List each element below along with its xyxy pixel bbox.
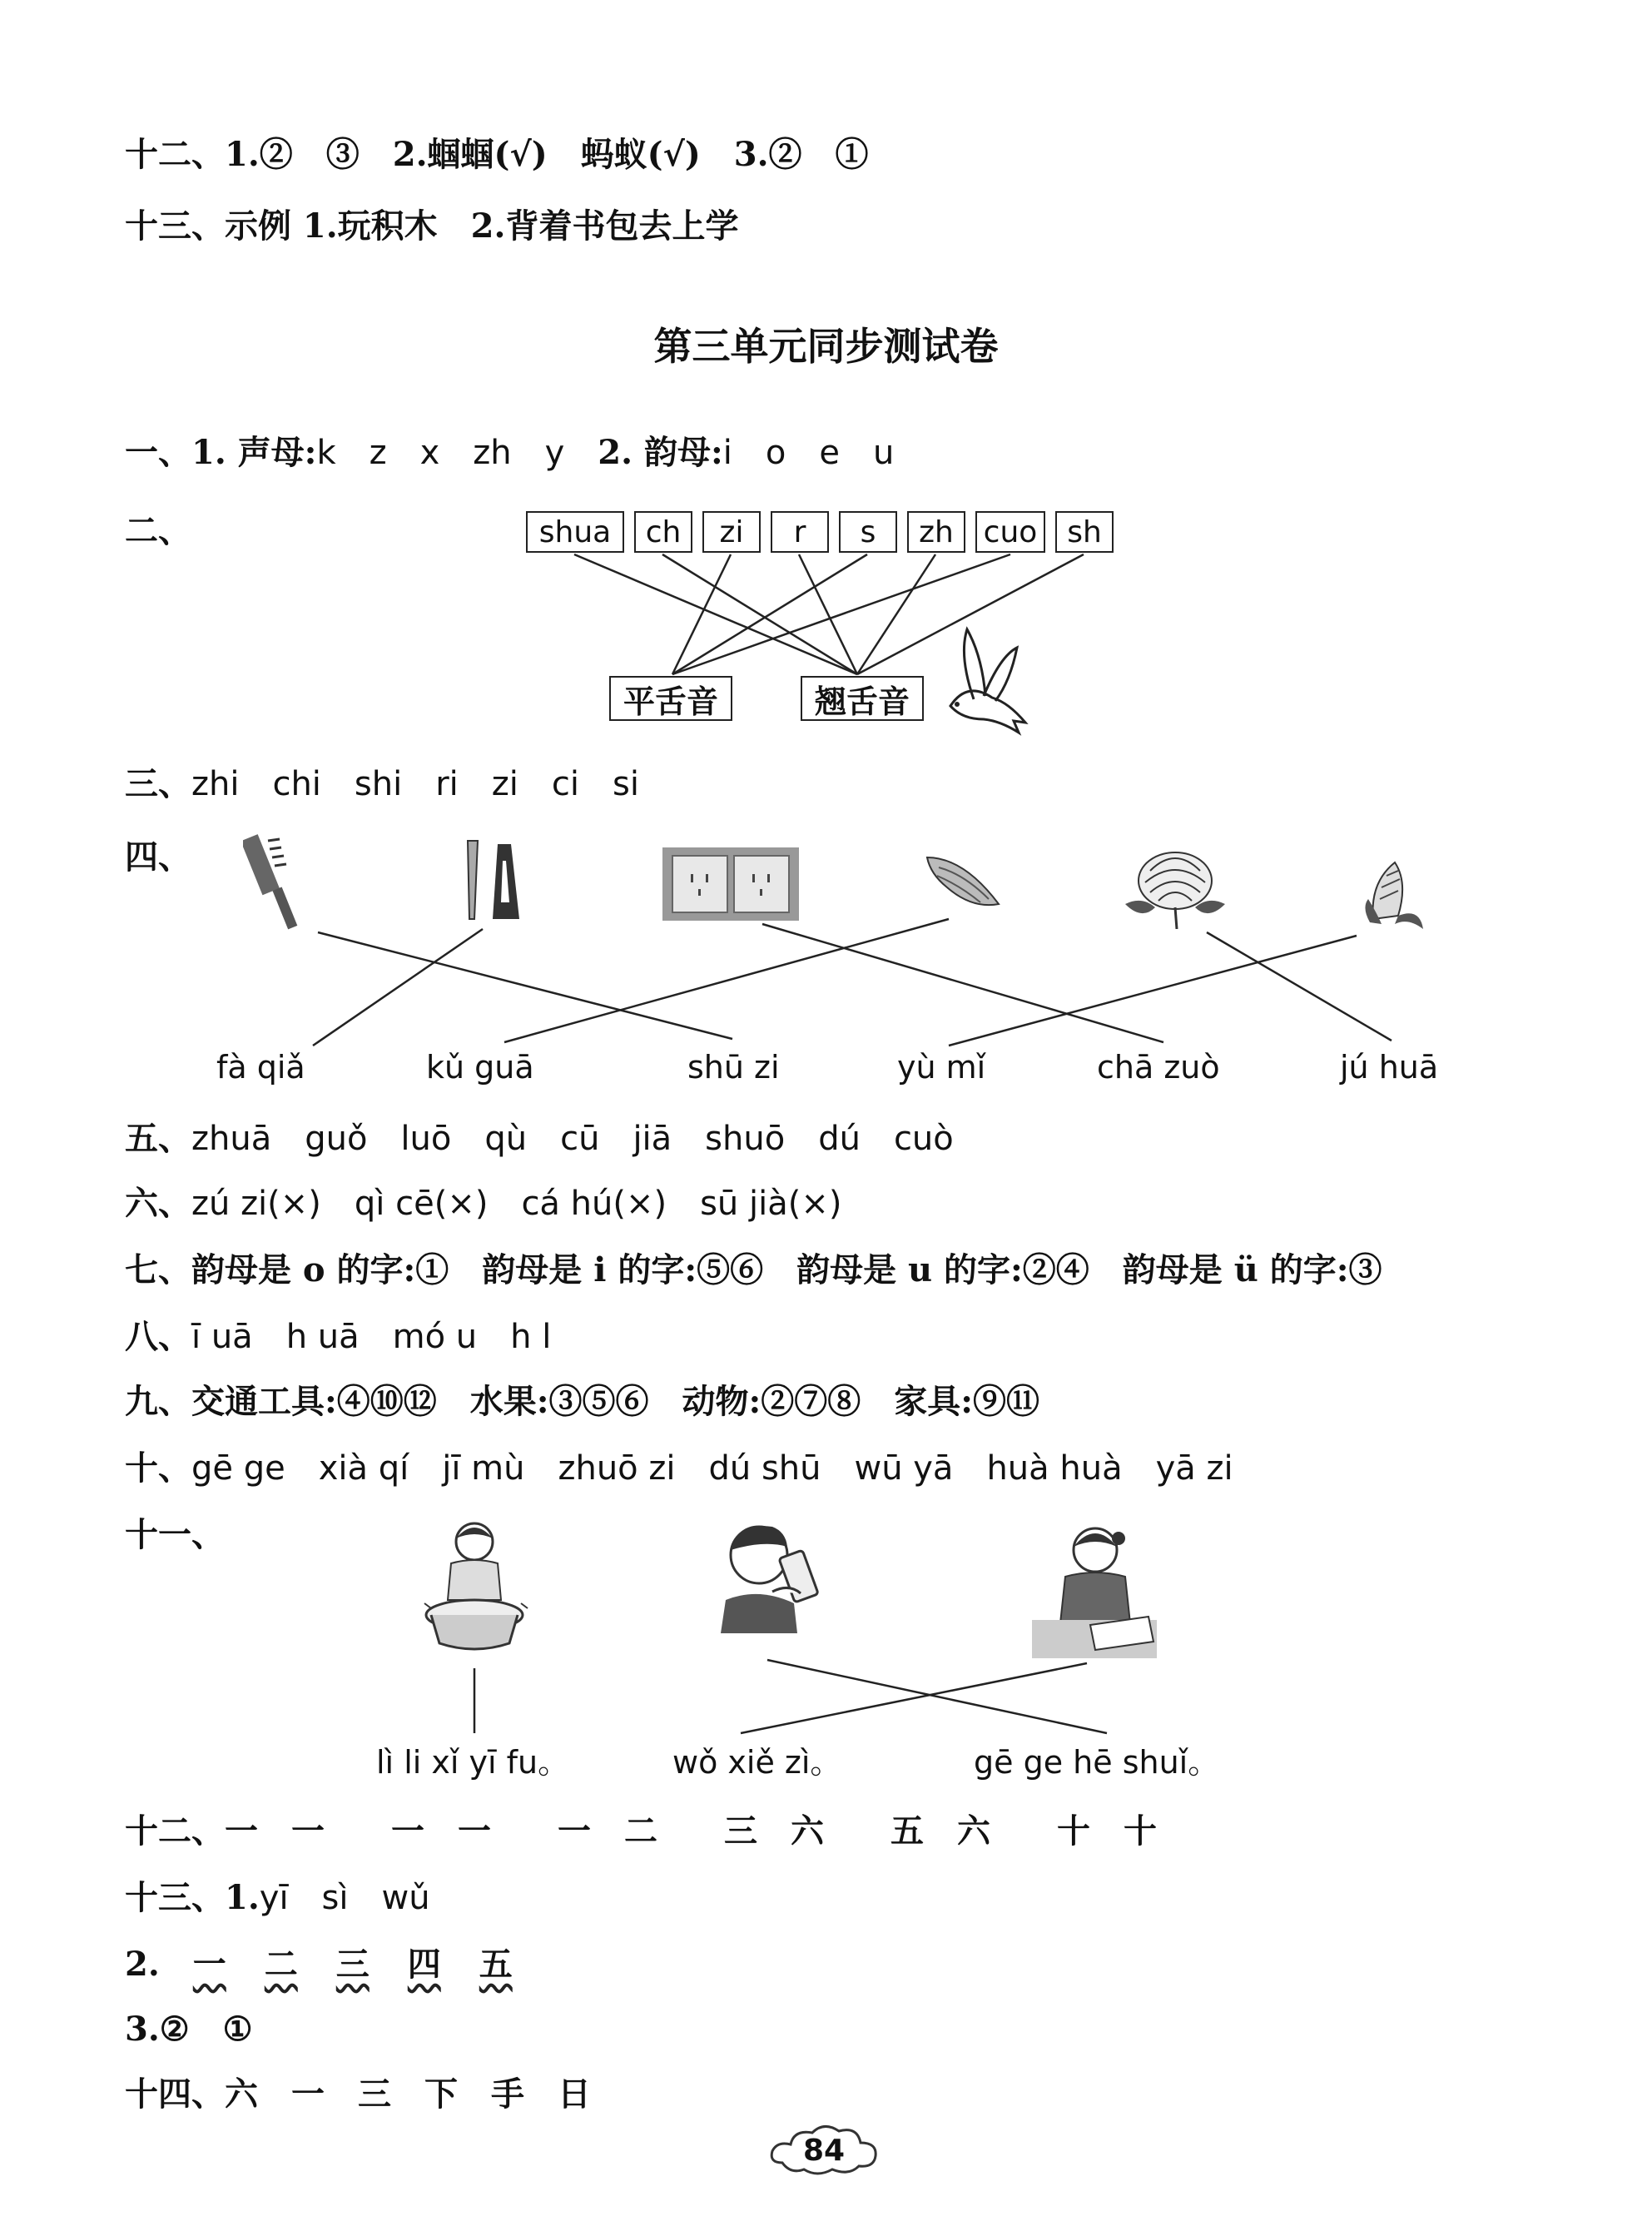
match-line <box>767 1660 1107 1733</box>
match-line <box>762 924 1163 1042</box>
q4-pinyin: fà qiǎ <box>216 1049 305 1086</box>
answer-line-12: 十二、1.② ③ 2.蝈蝈(√) 蚂蚁(√) 3.② ① <box>125 135 869 174</box>
q7-line: 七、韵母是 o 的字:① 韵母是 i 的字:⑤⑥ 韵母是 u 的字:②④ 韵母是 ü 的字:③ <box>125 1250 1382 1289</box>
match-line <box>574 554 857 674</box>
q1-mid: 2. 韵母: <box>564 433 723 472</box>
q13-prefix1: 十三、1. <box>125 1878 260 1917</box>
syllable-box: s <box>839 511 897 553</box>
match-line <box>949 936 1357 1046</box>
match-line <box>857 554 1084 674</box>
syllable-box: cuo <box>975 511 1045 553</box>
q11-sentence: lì li xǐ yī fu。 <box>376 1744 570 1781</box>
q11-sentence: wǒ xiě zì。 <box>672 1744 842 1781</box>
q13-prefix2: 2. <box>125 1945 160 1984</box>
page-number: 84 <box>802 2133 846 2168</box>
q13-char: 四 <box>407 1945 441 1984</box>
syllable-box: zi <box>702 511 761 553</box>
q14-line: 十四、六 一 三 下 手 日 <box>125 2074 591 2114</box>
syllable-box: ch <box>634 511 692 553</box>
q11-label: 十一、 <box>125 1515 225 1554</box>
q1-prefix: 一、1. 声母: <box>125 433 317 472</box>
q4-pinyin: shū zi <box>687 1049 780 1086</box>
q6-text: zú zi(×) qì cē(×) cá hú(×) sū jià(×) <box>191 1185 842 1223</box>
q8-text: ī uā h uā mó u h l <box>191 1318 552 1356</box>
q13-pinyin: yī sì wǔ <box>259 1879 430 1917</box>
q13-char: 二 <box>264 1945 298 1984</box>
q4-pinyin: kǔ guā <box>426 1049 534 1086</box>
match-line <box>504 919 949 1042</box>
answer-line-13: 十三、示例 1.玩积木 2.背着书包去上学 <box>125 206 739 246</box>
match-line <box>1207 932 1392 1041</box>
q4-pinyin: jú huā <box>1340 1049 1439 1086</box>
q9-line: 九、交通工具:④⑩⑫ 水果:③⑤⑥ 动物:②⑦⑧ 家具:⑨⑪ <box>125 1382 1040 1421</box>
category-box-flat: 平舌音 <box>609 676 732 721</box>
q13-char: 一 <box>192 1945 226 1984</box>
q12-line: 十二、一 一 一 一 一 二 三 六 五 六 十 十 <box>125 1811 1157 1851</box>
q5-text: zhuā guǒ luō qù cū jiā shuō dú cuò <box>191 1120 954 1158</box>
q2-label: 二、 <box>125 511 191 550</box>
q6-label: 六、 <box>125 1184 191 1223</box>
q8-label: 八、 <box>125 1317 191 1356</box>
syllable-box: sh <box>1055 511 1114 553</box>
match-line <box>672 554 1010 674</box>
q13-line2 <box>125 1943 551 1986</box>
q5-label: 五、 <box>125 1119 191 1158</box>
q1-shengmu: k z x zh y <box>316 434 565 472</box>
match-line <box>741 1663 1087 1733</box>
match-line <box>313 929 483 1046</box>
q1-yunmu: i o e u <box>722 434 895 472</box>
q3-label: 三、 <box>125 764 191 803</box>
q10-text: gē ge xià qí jī mù zhuō zi dú shū wū yā huà huà yā zi <box>191 1449 1233 1488</box>
section-title: 第三单元同步测试卷 <box>653 324 999 369</box>
syllable-box: r <box>771 511 829 553</box>
q4-pinyin: yù mǐ <box>897 1049 986 1086</box>
q13-char: 五 <box>479 1945 513 1984</box>
q10-label: 十、 <box>125 1448 191 1488</box>
syllable-box: shua <box>526 511 624 553</box>
q4-label: 四、 <box>125 837 191 877</box>
q13-char: 三 <box>335 1945 370 1984</box>
match-line <box>857 554 935 674</box>
category-box-retroflex: 翘舌音 <box>801 676 924 721</box>
match-line <box>318 932 732 1039</box>
syllable-box: zh <box>907 511 965 553</box>
q11-sentence: gē ge hē shuǐ。 <box>974 1744 1220 1781</box>
q3-text: zhi chi shi ri zi ci si <box>191 765 639 803</box>
q13-line3: 3.② ① <box>125 2010 253 2049</box>
q4-pinyin: chā zuò <box>1097 1049 1220 1086</box>
q13-line1 <box>125 1876 430 1920</box>
